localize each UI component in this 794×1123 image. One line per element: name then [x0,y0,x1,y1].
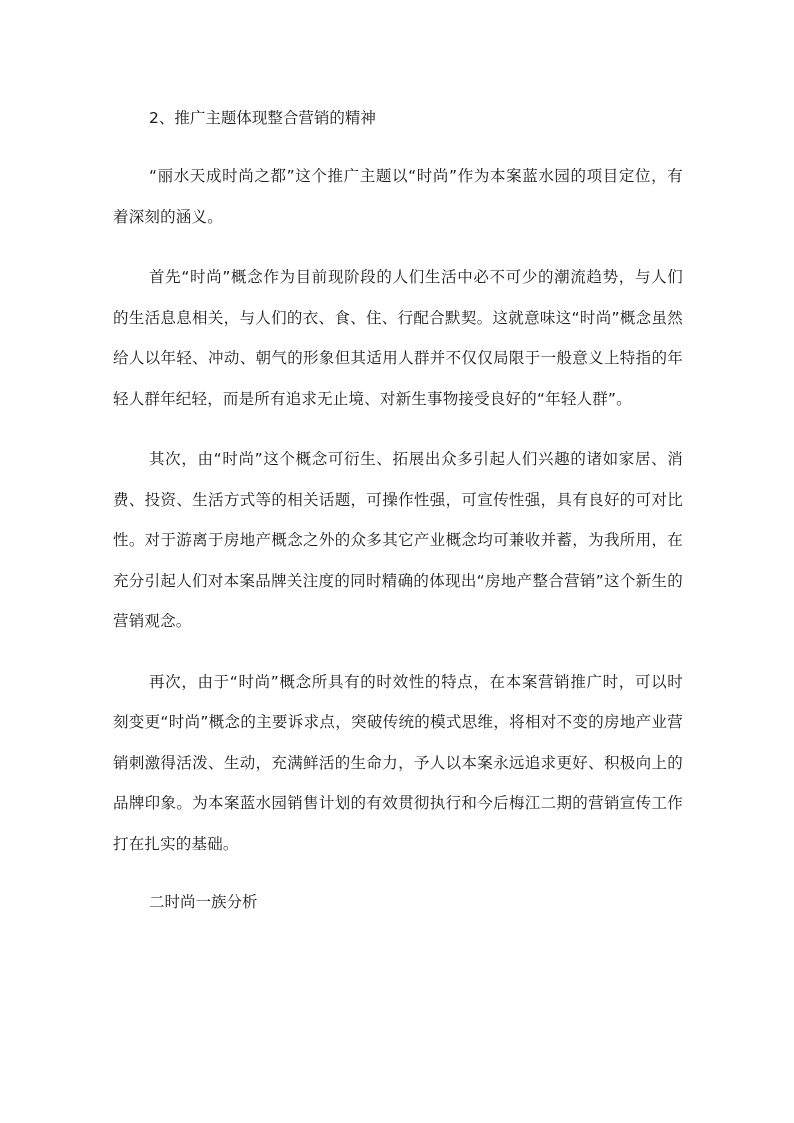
spacer [113,419,683,439]
paragraph-second: 其次，由“时尚”这个概念可衍生、拓展出众多引起人们兴趣的诸如家居、消费、投资、生活方式等的相关话题，可操作性强，可宣传性强，具有良好的可对比性。对于游离于房地产概念之外的众多其它产业概念均可兼收并蓄，为我所用，在充分引起人们对本案品牌关注度的同时精确的体现出“房地产整合营销”这个新生的营销观念。 [113,450,683,630]
section-heading: 2、推广主题体现整合营销的精神 [149,109,376,127]
document-body [113,100,683,920]
spacer [113,642,683,662]
paragraph-first: 首先“时尚”概念作为目前现阶段的人们生活中必不可少的潮流趋势，与人们的生活息息相关，与人们的衣、食、住、行配合默契。这就意味这“时尚”概念虽然给人以年轻、冲动、朝气的形象但其适用人群并不仅仅局限于一般意义上特指的年轻人群年纪轻，而是所有追求无止境、对新生事物接受良好的“年轻人群”。 [113,268,683,408]
paragraph-theme-meaning: “丽水天成时尚之都”这个推广主题以“时尚”作为本案蓝水园的项目定位，有着深刻的涵义。 [113,167,683,226]
spacer [113,237,683,257]
closing-heading: 二时尚一族分析 [149,893,258,911]
spacer [113,136,683,156]
paragraph-third: 再次，由于“时尚”概念所具有的时效性的特点，在本案营销推广时，可以时刻变更“时尚”概念的主要诉求点，突破传统的模式思维，将相对不变的房地产业营销刺激得活泼、生动，充满鲜活的生命力，予人以本案永远追求更好、积极向上的品牌印象。为本案蓝水园销售计划的有效贯彻执行和今后梅江二期的营销宣传工作打在扎实的基础。 [113,672,683,853]
spacer [113,864,683,884]
